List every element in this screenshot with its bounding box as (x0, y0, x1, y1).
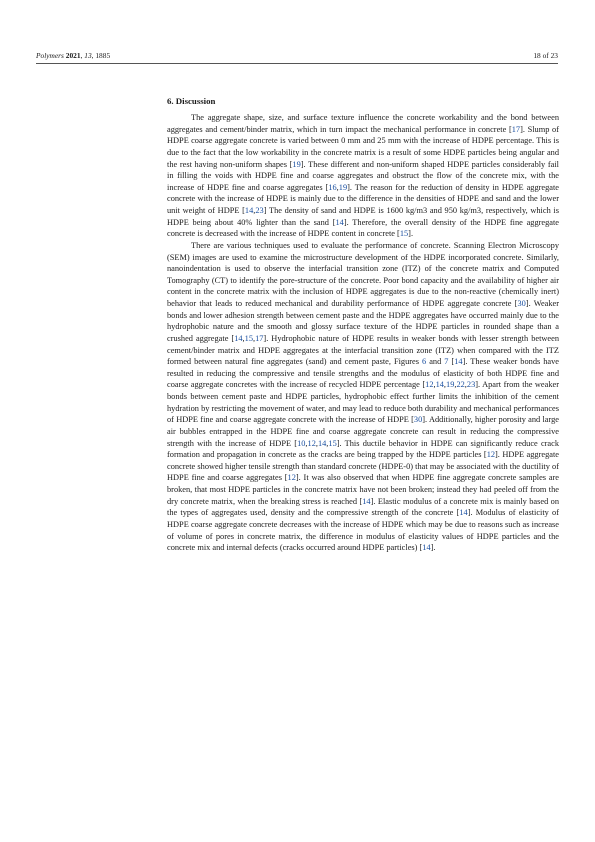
reference-link[interactable]: 10 (297, 438, 306, 448)
reference-link[interactable]: 12 (307, 438, 316, 448)
reference-link[interactable]: 30 (517, 299, 526, 308)
reference-link[interactable]: 19 (338, 182, 348, 192)
citation: Polymers 2021, 13, 1885 (36, 51, 111, 60)
reference-link[interactable]: 15 (328, 438, 337, 448)
reference-link[interactable]: 14 (362, 496, 371, 506)
reference-link[interactable]: 15 (244, 333, 253, 343)
reference-link[interactable]: 14 (422, 543, 431, 553)
journal-year: 2021 (65, 51, 81, 60)
page-number: 18 of 23 (533, 51, 558, 60)
reference-link[interactable]: 6 (422, 357, 427, 367)
reference-link[interactable]: 17 (255, 333, 264, 343)
paragraph: The aggregate shape, size, and surface texture influence the concrete workability and the bond between aggregates and cement/binder matrix, which in turn impact the mechanical performance in concrete [17]. Slump of HDPE coarse aggregate concrete is varied between 0 mm and 25 mm with the increase of HDPE percentage. This is due to the fact that the low workability in the concrete matrix is a result of some HDPE particles being angular and the rest having non-uniform shapes [19]. These different and non-uniform shaped HDPE particles considerably fail in filling the voids with HDPE fine and coarse aggregates and obstruct the flow of the concrete mix, with the increase of HDPE fine and coarse aggregates [16,19]. The reason for the reduction of density in HDPE aggregate concrete with the increase of HDPE is mainly due to the difference in the densities of HDPE and sand and the lower unit weight of HDPE [14,23] The density of sand and HDPE is 1600 kg/m3 and 950 kg/m3, respectively, which is HDPE being about 40% lighter than the sand [14]. Therefore, the overall density of the HDPE fine aggregate concrete is decreased with the increase of HDPE content in concrete [15]. (167, 113, 560, 239)
reference-link[interactable]: 19 (446, 380, 455, 390)
reference-link[interactable]: 16 (328, 182, 337, 192)
reference-link[interactable]: 14 (317, 438, 327, 448)
reference-link[interactable]: 12 (425, 380, 434, 390)
reference-link[interactable]: 14 (234, 333, 243, 343)
section-heading: 6. Discussion (167, 96, 216, 106)
main-content (167, 96, 559, 554)
reference-link[interactable]: 17 (511, 124, 521, 134)
reference-link[interactable]: 14 (459, 508, 468, 518)
paragraph: There are various techniques used to evaluate the performance of concrete. Scanning Electron Microscopy (SEM) images are used to examine the microstructure development of the HDPE incorporated concrete. Similarly, nanoindentation is used to observe the interfacial transition zone (ITZ) of the concrete matrix and Computed Tomography (CT) to identify the pore-structure of the concrete. Poor bond capacity and the availability of higher air content in the concrete matrix with the inclusion of HDPE aggregates is due to the non-reactive (chemically inert) behavior that leads to reduced mechanical and durability performance of HDPE aggregate concrete [30]. Weaker bonds and lower adhesion strength between cement paste and the HDPE aggregates have occurred mainly due to the hydrophobic nature and the smooth and glossy surface texture of the HDPE particles in rounded shape than a crushed aggregate [14,15,17]. Hydrophobic nature of HDPE results in weaker bonds with lesser strength between cement/binder matrix and HDPE aggregates at the interfacial transition zone (ITZ) when compared with the ITZ formed between natural fine aggregates (sand) and cement paste, Figures 6 and 7 [14]. These weaker bonds have resulted in reducing the compressive and tensile strengths and the modulus of elasticity of both HDPE fine and coarse aggregate concretes with the increase of recycled HDPE percentage [12,14,19,22,23]. Apart from the weaker bonds between cement paste and HDPE particles, hydrophobic effect further limits the inhibition of the cement hydration by restricting the movement of water, and may lead to reduce both durability and mechanical performances of HDPE fine and coarse aggregate concrete with the increase of HDPE [30]. Additionally, higher porosity and large air bubbles entrapped in the HDPE fine and coarse aggregate concrete can result in reducing the compressive strength with the increase of HDPE [10,12,14,15]. This ductile behavior in HDPE can significantly reduce crack formation and propagation in concrete as the cracks are being trapped by the HDPE particles [12]. HDPE aggregate concrete showed higher tensile strength than standard concrete (HDPE-0) that may be associated with the ductility of HDPE fine and coarse aggregates [12]. It was also observed that when HDPE fine aggregate concrete samples are broken, that most HDPE particles in the concrete matrix have not been broken; instead they had peeled off from the dry concrete matrix, when the breaking stress is reached [14]. Elastic modulus of a concrete mix is mainly based on the types of aggregates used, density and the compressive strength of the concrete [14]. Modulus of elasticity of HDPE coarse aggregate concrete decreases with the increase of HDPE which may be due to reasons such as increase of volume of pores in concrete matrix, the difference in modulus of elasticity values of HDPE particles and the concrete mix and internal defects (cracks occurred around HDPE particles) [14]. (167, 240, 560, 553)
reference-link[interactable]: 14 (454, 357, 463, 367)
reference-link[interactable]: 30 (413, 415, 423, 425)
reference-link[interactable]: 23 (466, 380, 476, 390)
journal-volume: 13 (84, 51, 92, 60)
journal-name: Polymers (36, 51, 64, 60)
reference-link[interactable]: 22 (456, 380, 465, 390)
reference-link[interactable]: 23 (255, 206, 264, 215)
reference-link[interactable]: 14 (435, 380, 444, 390)
reference-link[interactable]: 7 (444, 357, 449, 367)
article-number: 1885 (95, 51, 111, 60)
reference-link[interactable]: 14 (244, 206, 254, 215)
reference-link[interactable]: 12 (287, 473, 296, 483)
header-rule (36, 63, 558, 64)
reference-link[interactable]: 19 (292, 159, 301, 169)
reference-link[interactable]: 14 (335, 217, 344, 227)
reference-link[interactable]: 15 (399, 229, 409, 239)
reference-link[interactable]: 12 (486, 450, 496, 460)
page-header (36, 51, 558, 61)
